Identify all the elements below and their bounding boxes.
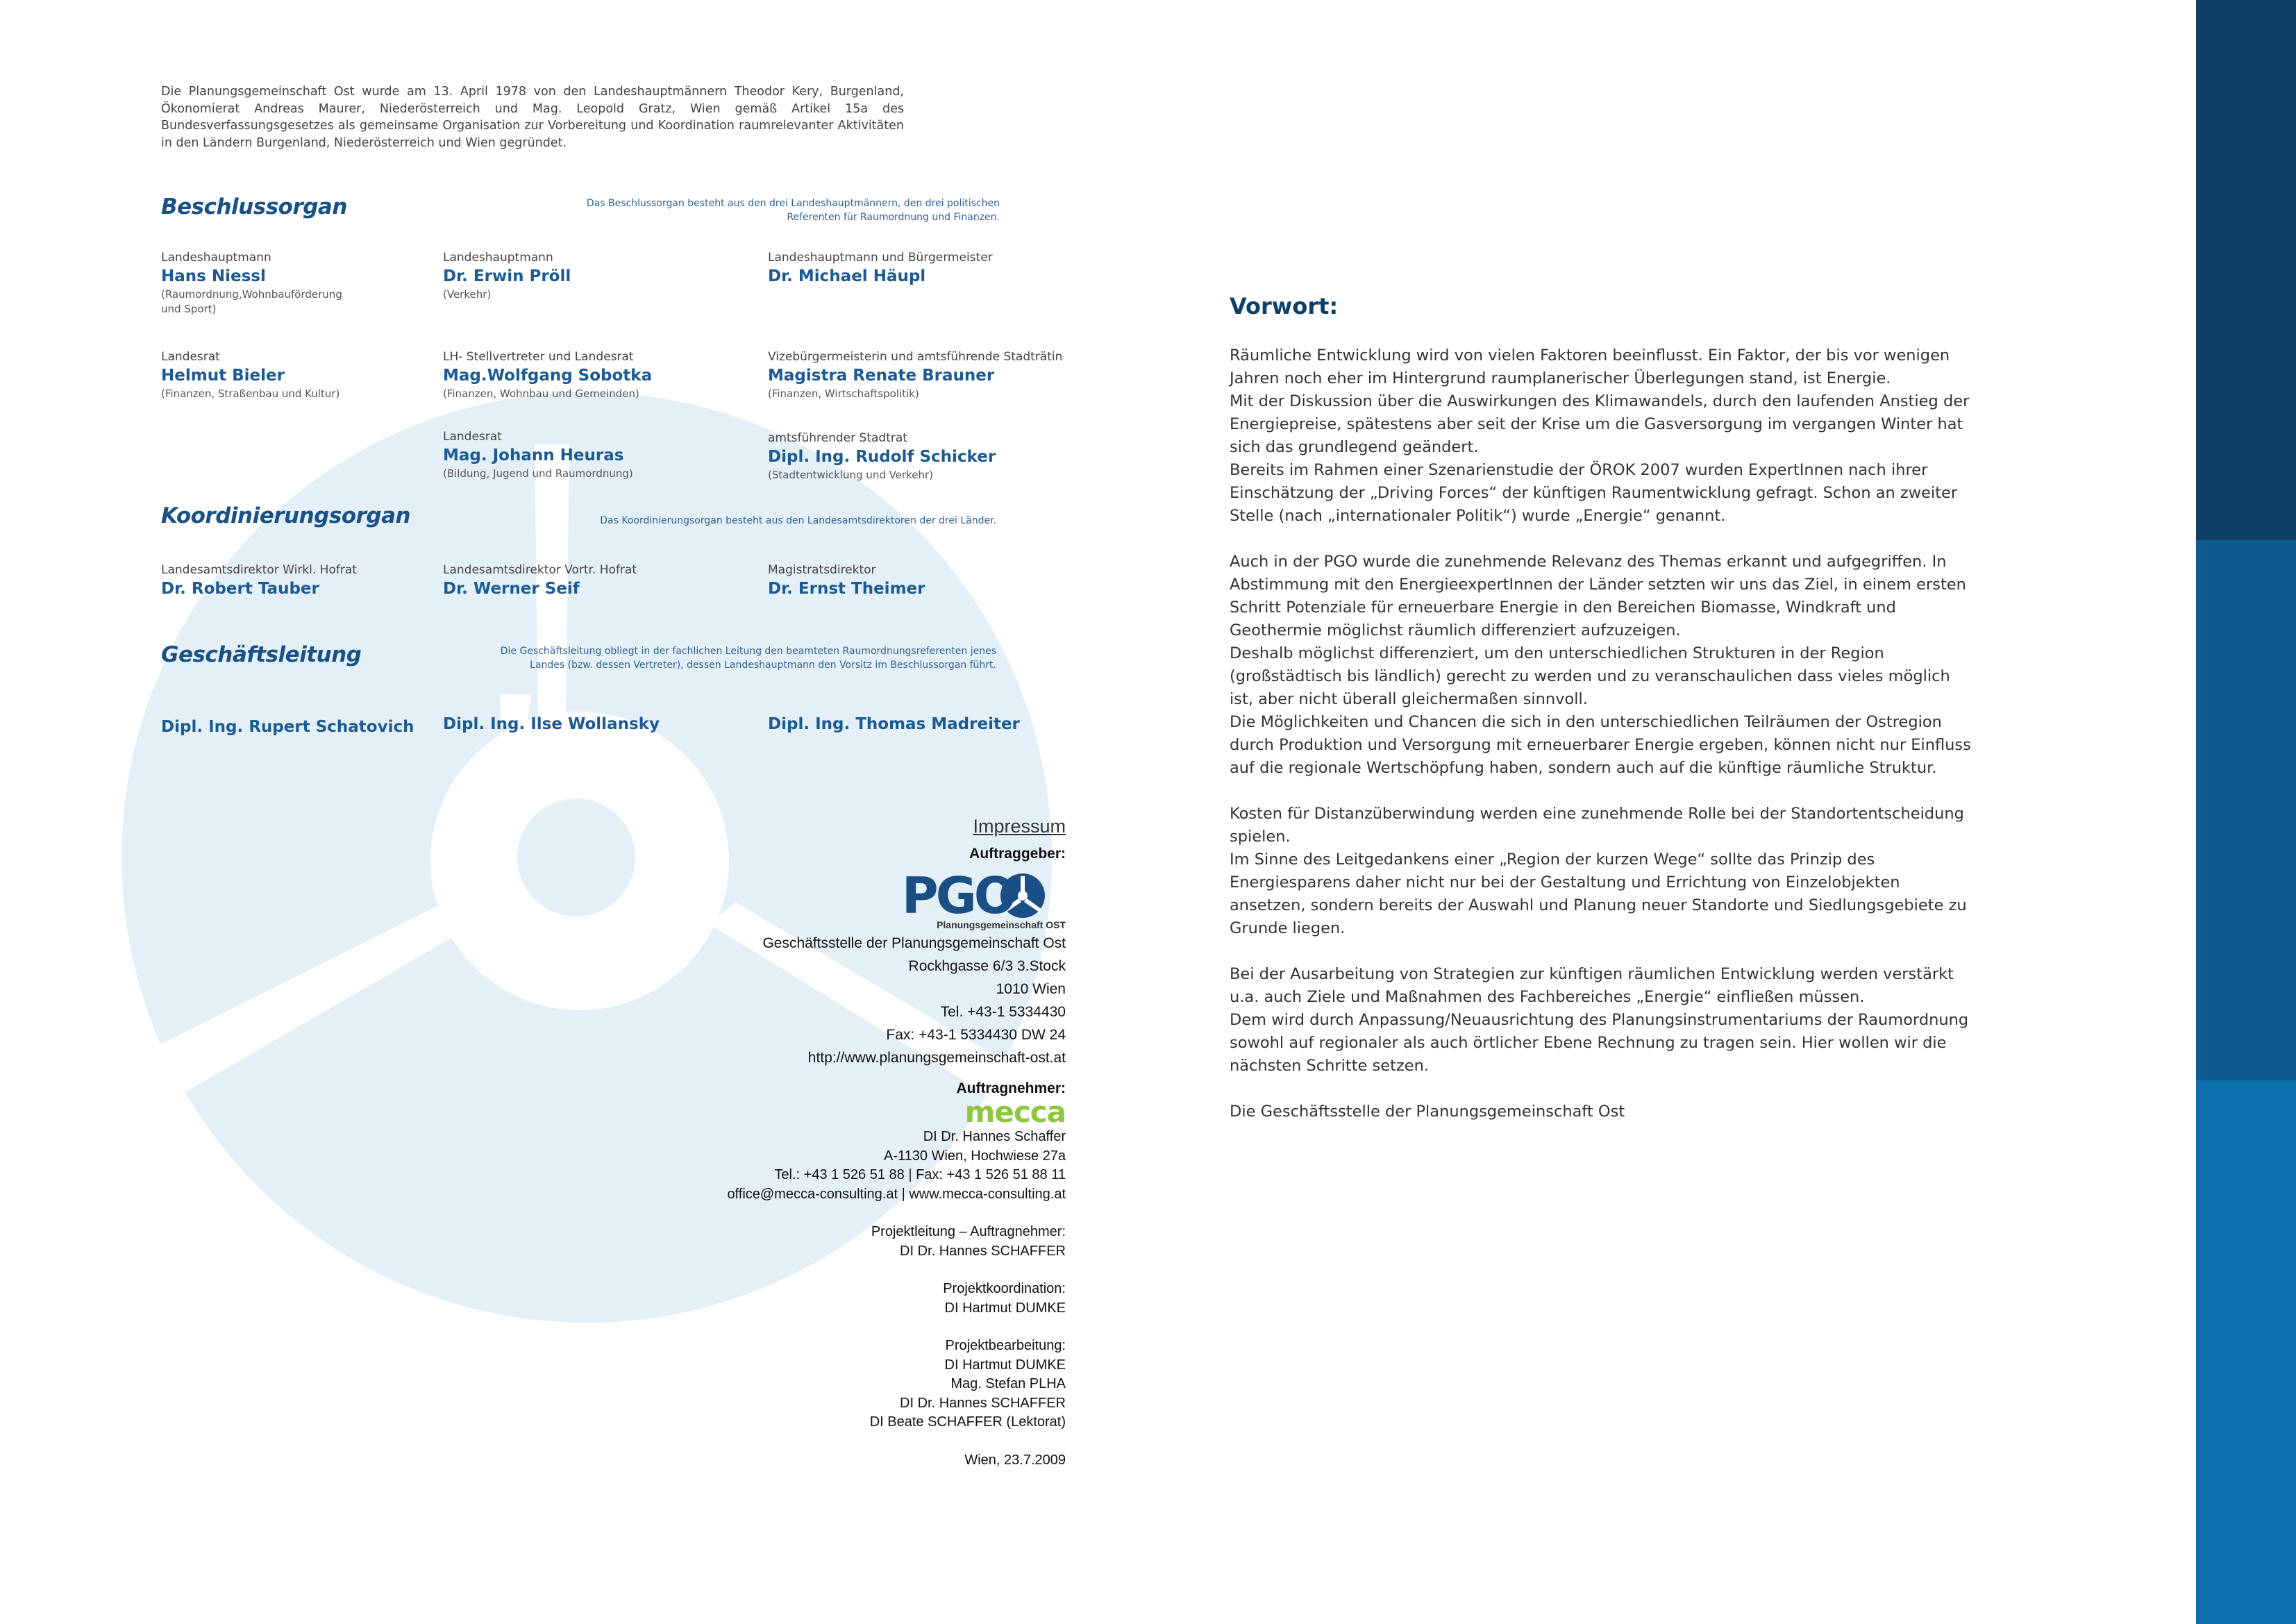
pgo-address-line: Geschäftsstelle der Planungsgemeinschaft Ost — [762, 935, 1066, 951]
person-role: Landesrat — [443, 430, 502, 444]
auftraggeber-label: Auftraggeber: — [969, 846, 1066, 862]
person-name: Magistra Renate Brauner — [768, 367, 995, 385]
person-helmut-bieler — [161, 349, 480, 401]
vorwort-paragraph: Bereits im Rahmen einer Szenarienstudie der ÖROK 2007 wurden ExpertInnen nach ihrer Einschätzung der „Driving Forces“ der künftigen Raumentwicklung gefragt. Schon an zweiter Stelle (nach „internationaler Politik“) wurde „Energie“ genannt. — [1230, 461, 1958, 525]
vorwort-paragraph: Kosten für Distanzüberwindung werden eine zunehmende Rolle bei der Standortentscheidung spielen. — [1230, 805, 1964, 846]
intro-text: Die Planungsgemeinschaft Ost wurde am 13. April 1978 von den Landeshauptmännern Theodor Kery, Burgenland, Ökonomierat Andreas Maurer, Niederösterreich und Mag. Leopold Gratz, Wien gemäß Artikel 15a des Bundesverfassungsgesetzes als gemeinsame Organisation zur Vorbereitung und Koordination raumrelevanter Aktivitäten in den Ländern Burgenland, Niederösterreich und Wien gegründet. — [161, 85, 904, 150]
person-name: Dr. Werner Seif — [443, 580, 580, 598]
person-wolfgang-sobotka — [443, 349, 762, 401]
beschlussorgan-note-line: Das Beschlussorgan besteht aus den drei Landeshauptmännern, den drei politischen — [586, 198, 1000, 209]
person-dept: (Bildung, Jugend und Raumordnung) — [443, 467, 633, 480]
geschaeftsleitung-title: Geschäftsleitung — [161, 642, 362, 667]
projektbearbeitung-label: Projektbearbeitung: — [945, 1338, 1066, 1353]
pgo-fax: Fax: +43-1 5334430 DW 24 — [886, 1027, 1066, 1043]
person-dept: und Sport) — [161, 303, 217, 315]
person-dept: (Finanzen, Straßenbau und Kultur) — [161, 387, 340, 400]
person-werner-seif — [443, 562, 762, 600]
person-name: Dipl. Ing. Rudolf Schicker — [768, 448, 996, 466]
person-michael-haeupl — [768, 250, 1087, 287]
vorwort-paragraph: Räumliche Entwicklung wird von vielen Faktoren beeinflusst. Ein Faktor, der bis vor wenigen Jahren noch eher im Hintergrund raumplanerischer Überlegungen stand, ist Energie. — [1230, 346, 1950, 387]
geschaeftsleitung-note-line: Die Geschäftsleitung obliegt in der fachlichen Leitung den beamteten Raumordnungsreferenten jenes — [500, 646, 996, 657]
pgo-logo-subtitle: Planungsgemeinschaft OST — [937, 919, 1066, 930]
person-hans-niessl — [161, 250, 480, 317]
person-renate-brauner — [768, 349, 1087, 401]
person-dept: (Finanzen, Wohnbau und Gemeinden) — [443, 387, 639, 400]
projektbearbeitung-name: DI Hartmut DUMKE — [944, 1357, 1066, 1373]
person-ernst-theimer — [768, 562, 1087, 600]
beschlussorgan-note-line: Referenten für Raumordnung und Finanzen. — [787, 212, 1000, 223]
person-erwin-proell — [443, 250, 762, 302]
beschlussorgan-note — [486, 196, 1000, 224]
pgo-address-line: 1010 Wien — [996, 981, 1066, 997]
person-name: Mag. Johann Heuras — [443, 446, 624, 464]
vorwort-paragraph: Auch in der PGO wurde die zunehmende Relevanz des Themas erkannt und aufgegriffen. In Abstimmung mit den EnergieexpertInnen der Länder setzten wir uns das Ziel, in einem ersten Schritt Potenziale für erneuerbare Energie in den Bereichen Biomasse, Windkraft und Geothermie möglichst räumlich differenziert aufzuzeigen. — [1230, 553, 1966, 639]
pgo-address-line: Rockhgasse 6/3 3.Stock — [908, 958, 1066, 974]
impressum-date: Wien, 23.7.2009 — [964, 1452, 1066, 1468]
mecca-line: DI Dr. Hannes Schaffer — [923, 1129, 1066, 1144]
pgo-logo-text: PGO — [901, 867, 1014, 925]
gl-person-name: Dipl. Ing. Thomas Madreiter — [768, 715, 1020, 733]
projektbearbeitung-name: DI Beate SCHAFFER (Lektorat) — [869, 1414, 1066, 1430]
person-role: Landeshauptmann und Bürgermeister — [768, 251, 993, 265]
person-role: Landesamtsdirektor Vortr. Hofrat — [443, 563, 637, 577]
person-role: Vizebürgermeisterin und amtsführende Stadträtin — [768, 350, 1063, 364]
gl-person-name: Dipl. Ing. Rupert Schatovich — [161, 718, 414, 736]
person-name: Hans Niessl — [161, 267, 266, 285]
vorwort-signature: Die Geschäftsstelle der Planungsgemeinschaft Ost — [1230, 1103, 1625, 1121]
pgo-website-link[interactable]: http://www.planungsgemeinschaft-ost.at — [807, 1050, 1066, 1066]
koordinierungsorgan-title: Koordinierungsorgan — [161, 503, 411, 528]
mecca-logo — [625, 1097, 1066, 1128]
edge-stripe-middle — [2196, 540, 2296, 1080]
person-dept: (Verkehr) — [443, 288, 492, 301]
pgo-logo — [625, 869, 1066, 932]
projektleitung-name: DI Dr. Hannes SCHAFFER — [900, 1243, 1066, 1259]
vorwort-body — [1230, 344, 1972, 1123]
koordinierungsorgan-note: Das Koordinierungsorgan besteht aus den Landesamtsdirektoren der drei Länder. — [600, 515, 996, 526]
mecca-logo-text: mecca — [964, 1095, 1066, 1129]
geschaeftsleitung-note-line: Landes (bzw. dessen Vertreter), dessen Landeshauptmann den Vorsitz im Beschlussorgan führt. — [530, 660, 996, 671]
person-dept: (Stadtentwicklung und Verkehr) — [768, 469, 934, 481]
mecca-line: A-1130 Wien, Hochwiese 27a — [884, 1148, 1066, 1164]
person-dept: (Finanzen, Wirtschaftspolitik) — [768, 387, 919, 400]
gl-person-name: Dipl. Ing. Ilse Wollansky — [443, 715, 660, 733]
mecca-line: Tel.: +43 1 526 51 88 | Fax: +43 1 526 51 88 11 — [774, 1167, 1066, 1182]
person-johann-heuras — [443, 429, 762, 481]
geschaeftsleitung-note — [417, 644, 996, 672]
person-name: Dr. Erwin Pröll — [443, 267, 571, 285]
vorwort-paragraph: Deshalb möglichst differenziert, um den unterschiedlichen Strukturen in der Region (großstädtisch bis ländlich) gerecht zu werden und zu veranschaulichen dass vieles möglich ist, aber nicht überall gleichermaßen sinnvoll. — [1230, 644, 1950, 708]
projektleitung-label: Projektleitung – Auftragnehmer: — [871, 1224, 1066, 1239]
person-robert-tauber — [161, 562, 480, 600]
vorwort-paragraph: Bei der Ausarbeitung von Strategien zur künftigen räumlichen Entwicklung werden verstärkt u.a. auch Ziele und Maßnahmen des Fachbereiches „Energie“ einfließen müssen. — [1230, 965, 1954, 1006]
projektbearbeitung-name: Mag. Stefan PLHA — [950, 1376, 1066, 1391]
person-rudolf-schicker — [768, 430, 1087, 483]
impressum — [625, 816, 1066, 1470]
person-role: Landesamtsdirektor Wirkl. Hofrat — [161, 563, 357, 577]
projektkoordination-name: DI Hartmut DUMKE — [944, 1300, 1066, 1316]
impressum-title: Impressum — [973, 816, 1066, 837]
vorwort-paragraph: Im Sinne des Leitgedankens einer „Region der kurzen Wege“ sollte das Prinzip des Energiesparens daher nicht nur bei der Gestaltung und Errichtung von Einzelobjekten ansetzen, sondern bereits der Auswahl und Planung neuer Standorte und Siedlungsgebiete zu Grunde liegen. — [1230, 851, 1967, 937]
projektbearbeitung-name: DI Dr. Hannes SCHAFFER — [900, 1395, 1066, 1411]
vorwort-paragraph: Dem wird durch Anpassung/Neuausrichtung des Planungsinstrumentariums der Raumordnung sowohl auf regionaler als auch örtlicher Ebene Rechnung zu tragen sein. Hier wollen wir die nächsten Schritte setzen. — [1230, 1011, 1969, 1075]
person-dept: (Raumordnung,Wohnbauförderung — [161, 288, 342, 301]
person-role: Landeshauptmann — [443, 251, 553, 265]
projektkoordination-label: Projektkoordination: — [943, 1281, 1066, 1296]
person-name: Dr. Ernst Theimer — [768, 580, 925, 598]
vorwort-paragraph: Mit der Diskussion über die Auswirkungen des Klimawandels, durch den laufenden Anstieg der Energiepreise, spätestens aber seit der Krise um die Gasversorgung im vergangen Winter hat sich das grundlegend geändert. — [1230, 392, 1970, 456]
person-name: Dr. Michael Häupl — [768, 267, 926, 285]
pgo-phone: Tel. +43-1 5334430 — [940, 1004, 1066, 1020]
edge-stripe-bottom — [2196, 1080, 2296, 1624]
person-role: LH- Stellvertreter und Landesrat — [443, 350, 634, 364]
person-name: Dr. Robert Tauber — [161, 580, 319, 598]
vorwort-paragraph: Die Möglichkeiten und Chancen die sich in den unterschiedlichen Teilräumen der Ostregion durch Produktion und Versorgung mit erneuerbarer Energie ergeben, können nicht nur Einfluss auf die regionale Wertschöpfung haben, sondern auch auf die künftige räumliche Struktur. — [1230, 713, 1971, 777]
person-role: amtsführender Stadtrat — [768, 431, 907, 445]
person-role: Landeshauptmann — [161, 251, 271, 265]
person-name: Mag.Wolfgang Sobotka — [443, 367, 653, 385]
person-name: Helmut Bieler — [161, 367, 285, 385]
person-role: Landesrat — [161, 350, 220, 364]
edge-stripe-top — [2196, 0, 2296, 540]
person-role: Magistratsdirektor — [768, 563, 876, 577]
auftragnehmer-label: Auftragnehmer: — [956, 1080, 1066, 1096]
mecca-contact-links[interactable]: office@mecca-consulting.at | www.mecca-consulting.at — [727, 1186, 1066, 1202]
beschlussorgan-title: Beschlussorgan — [161, 194, 347, 219]
vorwort-title: Vorwort: — [1230, 293, 1339, 319]
